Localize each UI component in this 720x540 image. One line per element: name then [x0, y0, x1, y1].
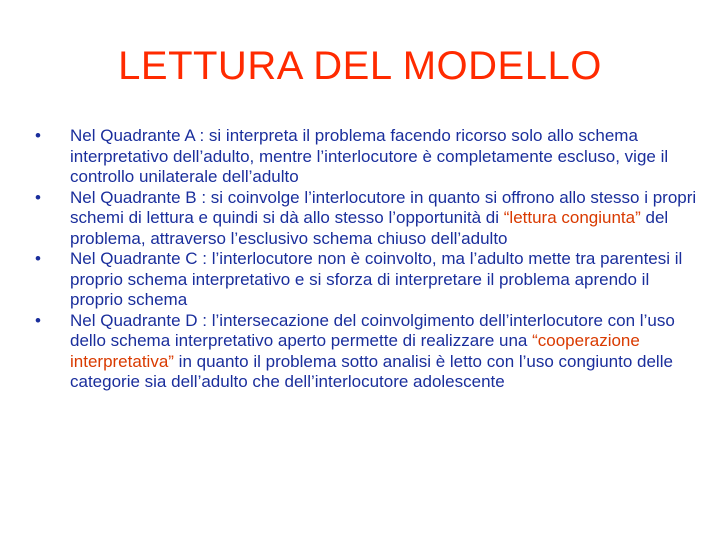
bullet-item-quadrant-d	[28, 311, 698, 393]
bullet-icon: •	[35, 187, 41, 207]
bullet-icon: •	[35, 249, 41, 268]
slide-title: LETTURA DEL MODELLO	[118, 44, 602, 88]
bullet-text: Nel Quadrante D : l’intersecazione del coinvolgimento dell’interlocutore con l’uso dello schema interpretativo aperto permette di realizzare una	[70, 310, 675, 350]
bullet-list	[28, 126, 698, 393]
bullet-icon: •	[35, 310, 41, 330]
bullet-text-continued: in quanto il problema sotto analisi è letto con l’uso congiunto delle categorie sia dell’adulto che dell’interlocutore adolescente	[70, 351, 673, 391]
bullet-text-continued: del problema, attraverso l’esclusivo schema chiuso dell’adulto	[70, 208, 669, 248]
bullet-item-quadrant-a	[28, 126, 698, 188]
bullet-text: Nel Quadrante B : si coinvolge l’interlocutore in quanto si offrono allo stesso i propri schemi di lettura e quindi si dà allo stesso l’opportunità di	[70, 187, 697, 227]
bullet-text: Nel Quadrante C : l’interlocutore non è coinvolto, ma l’adulto mette tra parentesi il proprio schema interpretativo e si sforza di interpretare il problema aprendo il proprio schema	[70, 249, 683, 309]
bullet-item-quadrant-c	[28, 249, 698, 311]
highlight-phrase: “cooperazione interpretativa”	[70, 331, 640, 371]
bullet-icon: •	[35, 126, 41, 145]
bullet-item-quadrant-b	[28, 188, 698, 250]
highlight-phrase: “lettura congiunta”	[503, 208, 641, 227]
bullet-text: Nel Quadrante A : si interpreta il problema facendo ricorso solo allo schema interpretativo dell’adulto, mentre l’interlocutore è completamente escluso, vige il controllo unilaterale dell’adulto	[70, 126, 669, 186]
